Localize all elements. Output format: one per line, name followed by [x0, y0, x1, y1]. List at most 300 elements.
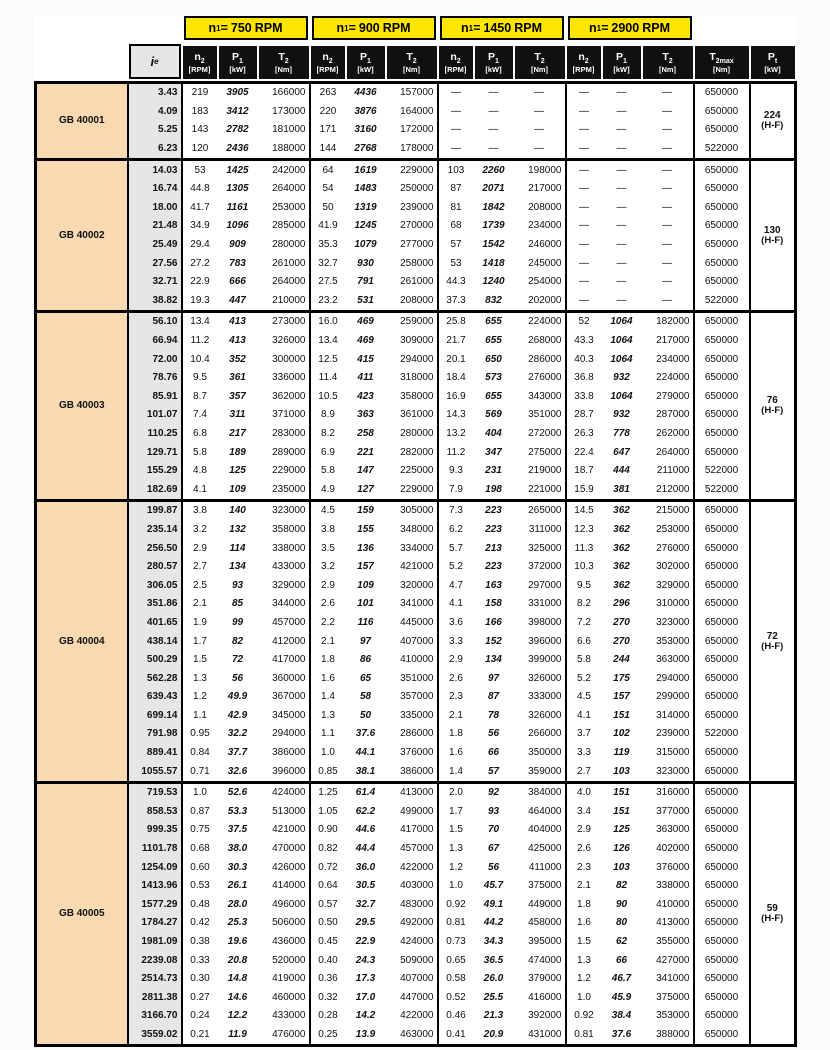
cell-n2: 4.5	[310, 501, 346, 521]
cell-p1: 1064	[610, 390, 633, 402]
model-group	[36, 312, 796, 501]
cell-t2: 357000	[400, 691, 434, 703]
equals-sign: =	[348, 21, 356, 35]
cell-p1: 270	[613, 635, 630, 647]
spec-row	[36, 140, 796, 160]
cell-t2: 326000	[528, 709, 562, 721]
cell-n2: 220	[310, 103, 346, 122]
cell-n2: —	[566, 236, 602, 255]
column-header-p1: $P_1$ [kW]	[602, 43, 642, 83]
cell-p1: 103	[613, 765, 630, 777]
cell-ie: 25.49	[128, 236, 182, 255]
cell-n2: 0.30	[182, 970, 218, 989]
cell-t2: 363000	[656, 824, 690, 836]
cell-p1: 92	[487, 787, 500, 799]
cell-n2: 4.0	[566, 782, 602, 802]
cell-t2max: 650000	[694, 877, 750, 896]
cell-t2max: 650000	[694, 632, 750, 651]
cell-t2max: 650000	[694, 669, 750, 688]
cell-p1: —	[616, 201, 627, 213]
cell-p1: 50	[359, 709, 372, 721]
cell-n2: 1.2	[182, 688, 218, 707]
cell-n2: 5.7	[438, 539, 474, 558]
cell-t2: 367000	[272, 691, 306, 703]
spec-row	[36, 462, 796, 481]
cell-n2: 1.1	[310, 725, 346, 744]
cell-t2: 272000	[528, 427, 562, 439]
cell-t2: 463000	[400, 1028, 434, 1040]
cell-p1: 413	[229, 335, 246, 347]
cell-p1: 2436	[226, 143, 249, 155]
cell-n2: 0.71	[182, 762, 218, 782]
cell-ie: 1981.09	[128, 933, 182, 952]
model-group	[36, 160, 796, 312]
cell-t2max: 650000	[694, 1026, 750, 1046]
cell-t2: 323000	[656, 616, 690, 628]
cell-t2: 264000	[272, 183, 306, 195]
spec-row	[36, 312, 796, 332]
cell-t2max: 522000	[694, 462, 750, 481]
cell-p1: 56	[487, 861, 500, 873]
cell-t2: 506000	[272, 917, 306, 929]
cell-t2: 351000	[400, 672, 434, 684]
cell-n2: 14.5	[566, 501, 602, 521]
cell-pt: 130 (H-F)	[761, 225, 784, 246]
cell-t2max: 522000	[694, 480, 750, 500]
cell-p1: 447	[229, 294, 246, 306]
cell-n2: 120	[182, 140, 218, 160]
cell-t2: 273000	[272, 316, 306, 328]
rpm-symbol-sub: 1	[468, 23, 474, 33]
cell-p1: 151	[613, 709, 630, 721]
cell-t2max: 522000	[694, 140, 750, 160]
cell-p1: 1240	[482, 276, 505, 288]
ratio-column-header	[128, 43, 182, 83]
cell-p1: 38.0	[227, 843, 248, 855]
cell-t2max: 650000	[694, 501, 750, 521]
cell-p1: 80	[615, 917, 628, 929]
cell-p1: 126	[613, 843, 630, 855]
cell-n2: 1.5	[182, 651, 218, 670]
rpm-symbol: n	[589, 21, 597, 35]
cell-t2: 355000	[656, 936, 690, 948]
cell-n2: 2.6	[310, 595, 346, 614]
cell-n2: 0.82	[310, 840, 346, 859]
cell-t2: 279000	[656, 390, 690, 402]
cell-p1: 134	[485, 654, 502, 666]
cell-ie: 38.82	[128, 292, 182, 312]
cell-n2: 0.53	[182, 877, 218, 896]
cell-ie: 3559.02	[128, 1026, 182, 1046]
cell-p1: 413	[229, 316, 246, 328]
cell-p1: 1739	[482, 220, 505, 232]
cell-p1: 44.2	[483, 917, 504, 929]
cell-p1: 1319	[354, 201, 377, 213]
cell-t2: 384000	[528, 787, 562, 799]
cell-t2: 412000	[272, 635, 306, 647]
cell-ie: 699.14	[128, 707, 182, 726]
cell-p1: 61.4	[355, 787, 376, 799]
cell-p1: 44.4	[355, 843, 376, 855]
cell-p1: 36.5	[483, 954, 504, 966]
cell-t2: 457000	[400, 843, 434, 855]
cell-p1: 783	[229, 257, 246, 269]
cell-t2: 326000	[528, 672, 562, 684]
cell-t2max: 650000	[694, 896, 750, 915]
cell-n2: 8.2	[566, 595, 602, 614]
cell-p1: 14.2	[355, 1010, 376, 1022]
cell-p1: 17.3	[355, 973, 376, 985]
cell-p1: 444	[613, 465, 630, 477]
cell-n2: 2.9	[438, 651, 474, 670]
cell-p1: 569	[485, 409, 502, 421]
cell-p1: 21.3	[483, 1010, 504, 1022]
cell-n2: 3.6	[438, 614, 474, 633]
cell-n2: 2.1	[310, 632, 346, 651]
cell-t2: 361000	[400, 409, 434, 421]
cell-p1: 352	[229, 353, 246, 365]
cell-t2: 253000	[272, 201, 306, 213]
cell-p1: 1161	[226, 201, 249, 213]
cell-p1: 3876	[354, 105, 377, 117]
cell-t2: 294000	[656, 672, 690, 684]
cell-p1: 151	[613, 787, 630, 799]
cell-p1: 1064	[610, 353, 633, 365]
cell-p1: 58	[359, 691, 372, 703]
cell-ie: 562.28	[128, 669, 182, 688]
cell-t2: 404000	[528, 824, 562, 836]
cell-t2: 341000	[656, 973, 690, 985]
cell-t2: 217000	[656, 335, 690, 347]
cell-t2: 457000	[272, 616, 306, 628]
cell-p1: —	[616, 276, 627, 288]
spec-row	[36, 951, 796, 970]
cell-t2: 413000	[400, 787, 434, 799]
cell-n2: 0.84	[182, 744, 218, 763]
cell-n2: 50	[310, 199, 346, 218]
cell-ie: 101.07	[128, 406, 182, 425]
cell-t2: 335000	[400, 709, 434, 721]
cell-p1: 158	[485, 598, 502, 610]
cell-p1: 97	[359, 635, 372, 647]
cell-ie: 438.14	[128, 632, 182, 651]
cell-t2: 289000	[272, 446, 306, 458]
cell-p1: 296	[613, 598, 630, 610]
cell-t2: 377000	[656, 805, 690, 817]
cell-n2: 7.9	[438, 480, 474, 500]
cell-t2: 326000	[272, 335, 306, 347]
cell-n2: 0.40	[310, 951, 346, 970]
cell-p1: —	[616, 105, 627, 117]
column-header-pt: $P_t$ [kW]	[750, 43, 796, 83]
cell-n2: 52	[566, 312, 602, 332]
cell-p1: 361	[229, 372, 246, 384]
cell-t2: 350000	[528, 747, 562, 759]
cell-t2: 509000	[400, 954, 434, 966]
spec-row	[36, 501, 796, 521]
cell-t2max: 650000	[694, 914, 750, 933]
cell-t2: 358000	[272, 523, 306, 535]
cell-t2: 261000	[272, 257, 306, 269]
cell-n2: 44.3	[438, 273, 474, 292]
cell-p1: 19.6	[227, 936, 248, 948]
cell-n2: 40.3	[566, 350, 602, 369]
cell-n2: 0.68	[182, 840, 218, 859]
cell-t2: 447000	[400, 991, 434, 1003]
cell-ie: 3.43	[128, 83, 182, 103]
cell-t2: 464000	[528, 805, 562, 817]
spec-row	[36, 180, 796, 199]
cell-p1: 14.6	[227, 991, 248, 1003]
cell-t2: 422000	[400, 1010, 434, 1022]
cell-t2max: 650000	[694, 521, 750, 540]
cell-n2: 0.36	[310, 970, 346, 989]
cell-t2max: 650000	[694, 180, 750, 199]
cell-t2: 276000	[656, 542, 690, 554]
cell-p1: 157	[613, 691, 630, 703]
column-header-p1: $P_1$ [kW]	[218, 43, 258, 83]
rpm-value: 900	[358, 21, 380, 35]
cell-p1: 82	[231, 635, 244, 647]
cell-n2: 0.21	[182, 1026, 218, 1046]
cell-p1: 62.2	[355, 805, 376, 817]
cell-t2max: 650000	[694, 369, 750, 388]
cell-ie: 6.23	[128, 140, 182, 160]
cell-p1: 573	[485, 372, 502, 384]
cell-p1: 66	[615, 954, 628, 966]
header-spacer	[36, 43, 128, 83]
cell-n2: 144	[310, 140, 346, 160]
cell-t2: 344000	[272, 598, 306, 610]
cell-p1: 155	[357, 523, 374, 535]
cell-t2: 345000	[272, 709, 306, 721]
cell-p1: 97	[487, 672, 500, 684]
cell-ie: 110.25	[128, 425, 182, 444]
cell-t2: 294000	[400, 353, 434, 365]
cell-t2: 264000	[656, 446, 690, 458]
cell-p1: 1842	[482, 201, 505, 213]
cell-t2: 229000	[400, 483, 434, 495]
cell-n2: 12.5	[310, 350, 346, 369]
cell-n2: 2.6	[566, 840, 602, 859]
cell-t2: 424000	[400, 936, 434, 948]
cell-p1: 30.5	[355, 880, 376, 892]
cell-n2: —	[566, 121, 602, 140]
cell-n2: 2.6	[438, 669, 474, 688]
cell-p1: 57	[487, 765, 500, 777]
cell-ie: 280.57	[128, 558, 182, 577]
cell-p1: 125	[613, 824, 630, 836]
cell-t2: 157000	[400, 87, 434, 99]
cell-p1: 217	[229, 427, 246, 439]
cell-t2: 427000	[656, 954, 690, 966]
cell-t2: 262000	[656, 427, 690, 439]
cell-ie: 27.56	[128, 254, 182, 273]
cell-t2: 359000	[528, 765, 562, 777]
cell-ie: 256.50	[128, 539, 182, 558]
cell-p1: 25.5	[483, 991, 504, 1003]
cell-t2: 182000	[656, 316, 690, 328]
cell-t2: 398000	[528, 616, 562, 628]
cell-t2: 329000	[656, 579, 690, 591]
cell-t2: 250000	[400, 183, 434, 195]
cell-n2: 6.8	[182, 425, 218, 444]
model-label: GB 40003	[36, 312, 128, 501]
cell-t2max: 650000	[694, 1007, 750, 1026]
cell-p1: 1619	[354, 164, 377, 176]
cell-n2: 5.2	[566, 669, 602, 688]
equals-sign: =	[601, 21, 609, 35]
cell-t2: 325000	[528, 542, 562, 554]
cell-p1: 32.2	[227, 728, 248, 740]
cell-t2: 421000	[272, 824, 306, 836]
cell-n2: 4.5	[566, 688, 602, 707]
cell-t2max: 650000	[694, 614, 750, 633]
cell-n2: 1.7	[182, 632, 218, 651]
cell-n2: 23.2	[310, 292, 346, 312]
ratio-symbol-sub: e	[154, 57, 159, 66]
cell-n2: 143	[182, 121, 218, 140]
cell-p1: 231	[485, 465, 502, 477]
cell-p1: 469	[357, 335, 374, 347]
cell-n2: 0.42	[182, 914, 218, 933]
cell-n2: 1.0	[566, 989, 602, 1008]
cell-t2: 449000	[528, 898, 562, 910]
cell-t2: 474000	[528, 954, 562, 966]
cell-ie: 2514.73	[128, 970, 182, 989]
cell-n2: 3.7	[566, 725, 602, 744]
spec-row	[36, 933, 796, 952]
spec-row	[36, 632, 796, 651]
cell-n2: 54	[310, 180, 346, 199]
cell-p1: —	[616, 124, 627, 136]
cell-t2: 318000	[400, 372, 434, 384]
cell-p1: 70	[487, 824, 500, 836]
cell-n2: 0.72	[310, 858, 346, 877]
cell-p1: 14.8	[227, 973, 248, 985]
cell-n2: 64	[310, 160, 346, 180]
cell-ie: 719.53	[128, 782, 182, 802]
cell-n2: 0.85	[310, 762, 346, 782]
equals-sign: =	[473, 21, 481, 35]
cell-n2: 5.8	[182, 443, 218, 462]
cell-t2: 375000	[528, 880, 562, 892]
cell-t2: 334000	[400, 542, 434, 554]
cell-t2: 172000	[400, 124, 434, 136]
cell-t2: 353000	[656, 635, 690, 647]
cell-n2: 1.6	[566, 914, 602, 933]
cell-p1: 109	[229, 483, 246, 495]
cell-p1: 362	[613, 561, 630, 573]
cell-n2: 1.2	[438, 858, 474, 877]
column-header-t2: $T_2$ [Nm]	[514, 43, 566, 83]
cell-t2: 341000	[400, 598, 434, 610]
cell-n2: 1.05	[310, 803, 346, 822]
cell-p1: —	[616, 143, 627, 155]
cell-n2: 2.9	[566, 821, 602, 840]
cell-n2: 6.6	[566, 632, 602, 651]
cell-p1: 66	[487, 747, 500, 759]
column-header-n2: $n_2$ [RPM]	[438, 43, 474, 83]
cell-n2: 4.9	[310, 480, 346, 500]
cell-p1: 655	[485, 335, 502, 347]
cell-n2: 1.25	[310, 782, 346, 802]
spec-row	[36, 688, 796, 707]
cell-n2: 14.3	[438, 406, 474, 425]
cell-t2: 198000	[528, 164, 562, 176]
cell-t2: 424000	[272, 787, 306, 799]
cell-n2: 2.3	[438, 688, 474, 707]
cell-p1: 159	[357, 505, 374, 517]
model-label: GB 40005	[36, 782, 128, 1045]
cell-p1: 778	[613, 427, 630, 439]
cell-ie: 351.86	[128, 595, 182, 614]
cell-p1: 114	[229, 542, 246, 554]
spec-row	[36, 160, 796, 180]
cell-p1: 2260	[482, 164, 505, 176]
cell-n2: —	[438, 121, 474, 140]
cell-t2max: 650000	[694, 160, 750, 180]
cell-n2: 1.3	[182, 669, 218, 688]
cell-t2: 388000	[656, 1028, 690, 1040]
cell-n2: —	[438, 140, 474, 160]
cell-p1: 404	[485, 427, 502, 439]
cell-t2: —	[534, 105, 544, 117]
cell-p1: 132	[229, 523, 246, 535]
cell-p1: 78	[487, 709, 500, 721]
cell-p1: 221	[357, 446, 374, 458]
cell-t2: 285000	[272, 220, 306, 232]
cell-t2: —	[662, 183, 672, 195]
cell-p1: 103	[613, 861, 630, 873]
cell-p1: 157	[357, 561, 374, 573]
cell-n2: 4.1	[566, 707, 602, 726]
cell-n2: 0.41	[438, 1026, 474, 1046]
cell-t2: 311000	[528, 523, 562, 535]
cell-p1: 152	[485, 635, 502, 647]
cell-n2: 1.7	[438, 803, 474, 822]
cell-p1: 469	[357, 316, 374, 328]
cell-p1: 72	[231, 654, 244, 666]
cell-t2: 270000	[400, 220, 434, 232]
cell-n2: 57	[438, 236, 474, 255]
spec-row	[36, 840, 796, 859]
cell-p1: 147	[357, 465, 374, 477]
cell-n2: 8.2	[310, 425, 346, 444]
cell-ie: 18.00	[128, 199, 182, 218]
cell-p1: 2782	[226, 124, 249, 136]
cell-n2: 9.5	[566, 576, 602, 595]
spec-row	[36, 199, 796, 218]
cell-p1: 127	[357, 483, 374, 495]
cell-t2: 386000	[272, 747, 306, 759]
cell-n2: 3.4	[566, 803, 602, 822]
cell-ie: 1101.78	[128, 840, 182, 859]
cell-p1: 93	[231, 579, 244, 591]
cell-p1: 45.9	[611, 991, 632, 1003]
ratio-symbol: i	[150, 54, 155, 69]
cell-p1: 24.3	[355, 954, 376, 966]
cell-p1: 37.6	[611, 1028, 632, 1040]
cell-t2: 173000	[272, 105, 306, 117]
cell-p1: 67	[487, 843, 500, 855]
cell-n2: 37.3	[438, 292, 474, 312]
cell-n2: 33.8	[566, 388, 602, 407]
spec-row	[36, 332, 796, 351]
cell-n2: 3.8	[310, 521, 346, 540]
cell-n2: 16.9	[438, 388, 474, 407]
spec-row	[36, 896, 796, 915]
